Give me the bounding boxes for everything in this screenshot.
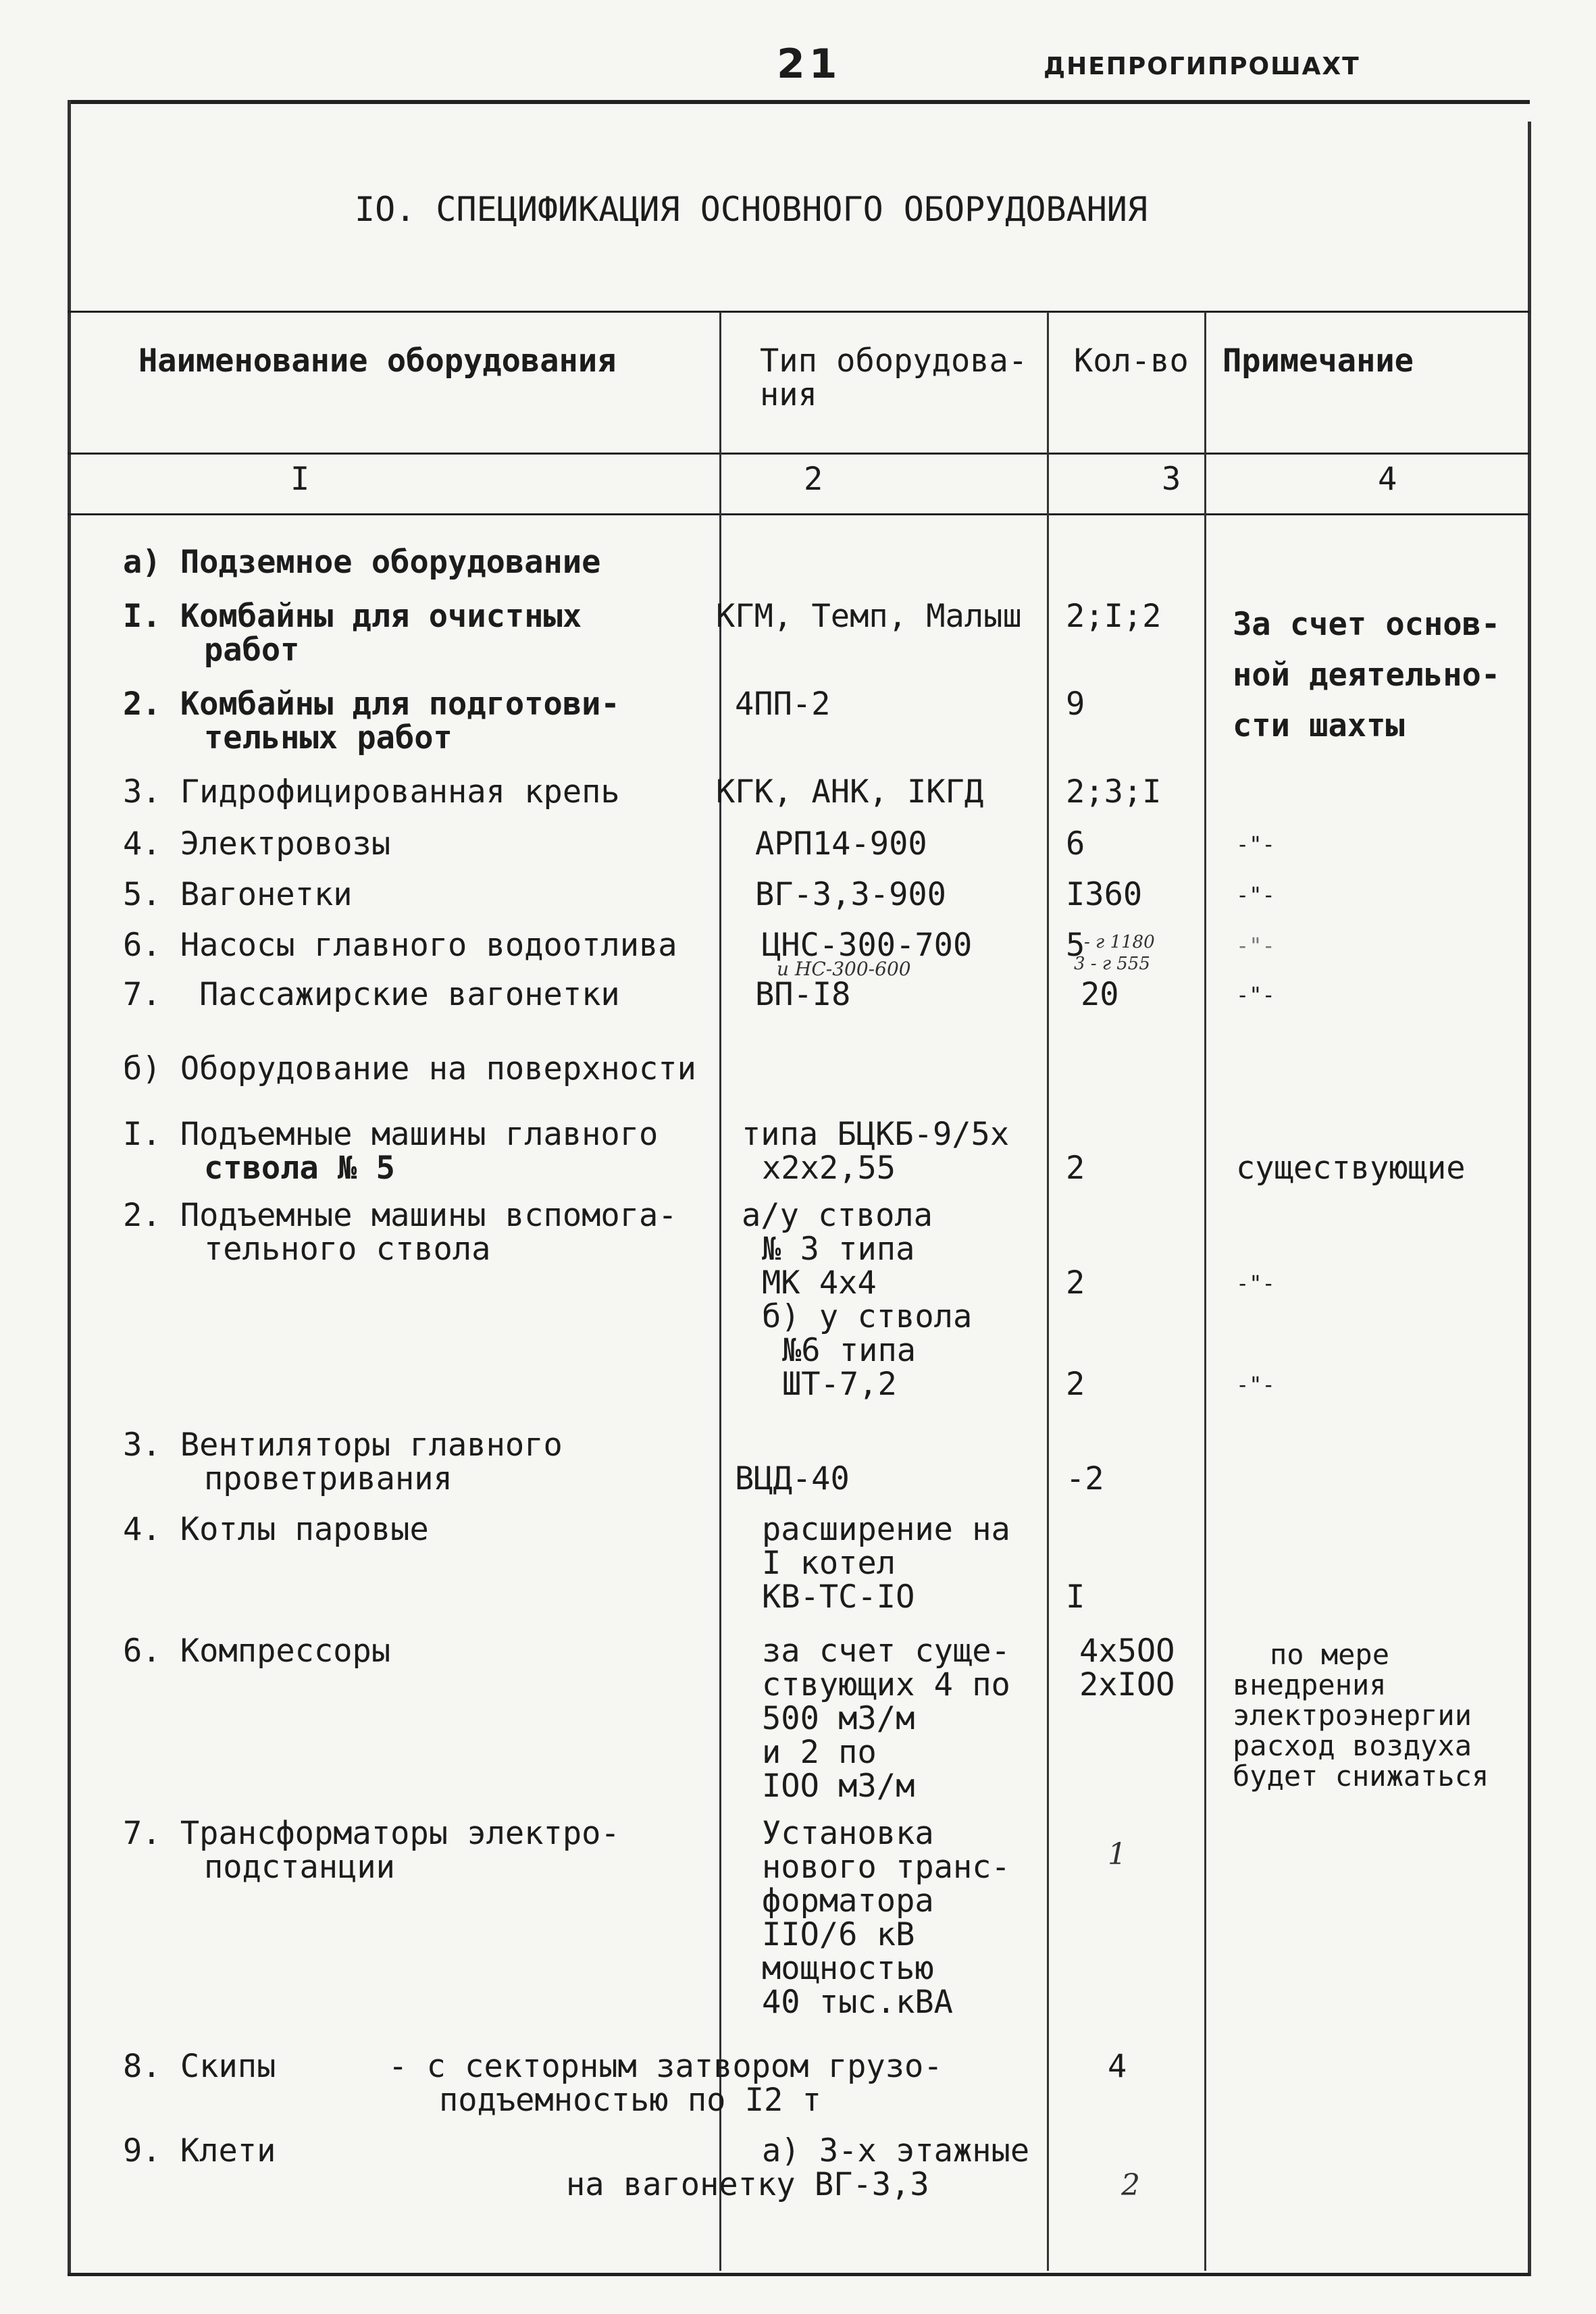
row-a2-name-cont: тельных работ [204,719,453,756]
col-header-note: Примечание [1222,342,1414,380]
row-a5-type: ВГ-3,3-900 [755,876,946,913]
row-a3-type: КГК, АНК, IКГД [716,773,984,811]
frame-right [1528,122,1531,2276]
row-a1-note: За счет основ- [1233,606,1501,643]
row-b7-type: Установка [762,1815,934,1852]
row-a6-name: 6. Насосы главного водоотлива [123,927,677,964]
row-b6-note-cont3: расход воздуха [1233,1729,1472,1762]
row-b2-type-cont4: №6 типа [782,1332,917,1369]
row-b2-type-cont3: б) у ствола [762,1298,973,1335]
row-b2-qty: 2 [1066,1264,1085,1302]
row-a6-qty: 5 [1066,927,1085,964]
row-a5-name: 5. Вагонетки [123,876,353,913]
row-a7-type: ВП-I8 [755,976,851,1013]
row-b7-name: 7. Трансформаторы электро- [123,1815,620,1852]
row-b3-type: ВЦД-40 [735,1460,850,1497]
row-b1-type: типа БЦКБ-9/5х [742,1116,1010,1153]
section-surface: б) Оборудование на поверхности [123,1050,696,1087]
row-b3-name: 3. Вентиляторы главного [123,1426,563,1464]
row-a7-note-ditto: -"- [1236,982,1275,1008]
row-b7-qty-handwritten: 1 [1108,1837,1127,1872]
row-a1-note-cont2: сти шахты [1233,707,1405,744]
row-a2-qty: 9 [1066,686,1085,723]
col-header-type-cont: ния [760,376,817,413]
row-a7-name: 7. Пассажирские вагонетки [123,976,620,1013]
row-b2-note-ditto-2: -"- [1236,1372,1275,1397]
row-a6-type: ЦНС-300-700 [762,927,973,964]
row-b4-name: 4. Котлы паровые [123,1511,429,1548]
row-b7-type-cont5: 40 тыс.кВА [762,1984,953,2021]
row-b6-type-cont3: и 2 по [762,1734,877,1771]
row-b2-type-cont2: МК 4х4 [762,1264,877,1302]
col-number-4: 4 [1378,461,1397,498]
row-b1-qty: 2 [1066,1150,1085,1187]
row-b6-type-cont2: 500 м3/м [762,1700,915,1737]
row-b7-type-cont3: IIО/6 кВ [762,1916,915,1953]
row-b4-type-cont: I котел [762,1545,896,1582]
row-b3-name-cont: проветривания [204,1460,453,1497]
row-b2-type-cont5: ШТ-7,2 [782,1366,897,1403]
colnum-divider [68,513,1530,515]
page-number: 21 [777,41,842,88]
row-b6-note-cont: внедрения [1233,1668,1387,1701]
frame-bottom [68,2273,1530,2276]
col-number-3: 3 [1162,461,1181,498]
row-b1-type-cont: х2х2,55 [762,1150,896,1187]
row-b1-name-cont: ствола № 5 [204,1150,395,1187]
row-b9-type-cont: на вагонетку ВГ-3,3 [566,2166,929,2203]
row-b6-qty-cont: 2хIОО [1079,1666,1175,1703]
row-b7-type-cont4: мощностью [762,1950,934,1987]
row-a6-type-handwritten: и НС-300-600 [777,958,911,980]
row-a4-qty: 6 [1066,825,1085,863]
row-a1-type: КГМ, Темп, Малыш [716,598,1022,635]
col-number-2: 2 [804,461,823,498]
row-b6-name: 6. Компрессоры [123,1632,391,1670]
row-b9-qty-handwritten: 2 [1121,2168,1140,2203]
col-divider-2 [1047,312,1049,2271]
row-a6-qty-handwritten-2: 3 - г 555 [1074,954,1150,974]
row-a1-note-cont: ной деятельно- [1233,657,1501,694]
col-number-1: I [290,461,310,498]
col-divider-3 [1204,312,1206,2271]
row-a6-qty-handwritten: - г 1180 [1084,932,1155,952]
row-b2-note-ditto: -"- [1236,1270,1275,1296]
col-header-type: Тип оборудова- [760,342,1028,380]
row-a2-name: 2. Комбайны для подготови- [123,686,620,723]
row-b8-name: 8. Скипы [123,2048,276,2085]
row-b8-qty: 4 [1108,2048,1127,2085]
row-b7-name-cont: подстанции [204,1849,395,1886]
row-b1-name: I. Подъемные машины главного [123,1116,659,1153]
row-b7-type-cont2: форматора [762,1882,934,1920]
section-underground: а) Подземное оборудование [123,544,601,581]
row-a4-name: 4. Электровозы [123,825,391,863]
row-a4-type: АРП14-900 [755,825,927,863]
row-b6-type-cont4: IОО м3/м [762,1768,915,1805]
row-a1-name: I. Комбайны для очистных [123,598,582,635]
row-a5-note-ditto: -"- [1236,882,1275,908]
row-b2-type: а/у ствола [742,1197,933,1234]
row-b6-note: по мере [1270,1638,1390,1671]
header-divider [68,453,1530,455]
row-b8-desc-cont: подъемностью по I2 т [439,2082,821,2119]
row-b9-name: 9. Клети [123,2132,276,2169]
row-b6-note-cont2: электроэнергии [1233,1699,1472,1732]
row-b9-type: а) 3-х этажные [762,2132,1030,2169]
row-b6-type: за счет суще- [762,1632,1010,1670]
row-b6-type-cont: ствующих 4 по [762,1666,1010,1703]
row-b3-qty: -2 [1066,1460,1104,1497]
table-title: IO. СПЕЦИФИКАЦИЯ ОСНОВНОГО ОБОРУДОВАНИЯ [355,190,1148,229]
col-header-name: Наименование оборудования [138,342,617,380]
row-b2-name: 2. Подъемные машины вспомога- [123,1197,677,1234]
row-b2-qty-2: 2 [1066,1366,1085,1403]
row-b7-type-cont: нового транс- [762,1849,1010,1886]
row-a1-qty: 2;I;2 [1066,598,1162,635]
row-b1-note: существующие [1236,1150,1466,1187]
row-b4-qty: I [1066,1578,1085,1616]
row-b8-desc: - с секторным затвором грузо- [388,2048,943,2085]
row-b4-type: расширение на [762,1511,1010,1548]
row-b4-type-cont2: КВ-ТС-IО [762,1578,915,1616]
row-a2-type: 4ПП-2 [735,686,831,723]
row-a1-name-cont: работ [204,632,300,669]
frame-top [68,100,1530,104]
row-a3-name: 3. Гидрофицированная крепь [123,773,620,811]
row-a3-qty: 2;3;I [1066,773,1162,811]
row-a6-note-ditto: -"- [1236,933,1275,958]
title-divider [68,311,1530,313]
frame-left [68,100,71,2276]
row-b6-note-cont4: будет снижаться [1233,1759,1489,1793]
organization-name: ДНЕПРОГИПРОШАХТ [1044,53,1360,80]
col-header-qty: Кол-во [1074,342,1189,380]
row-a4-note-ditto: -"- [1236,831,1275,857]
row-a5-qty: I360 [1066,876,1143,913]
row-a7-qty: 20 [1081,976,1119,1013]
row-b2-type-cont: № 3 типа [762,1231,915,1268]
row-b2-name-cont: тельного ствола [204,1231,491,1268]
row-b6-qty: 4х5ОО [1079,1632,1175,1670]
